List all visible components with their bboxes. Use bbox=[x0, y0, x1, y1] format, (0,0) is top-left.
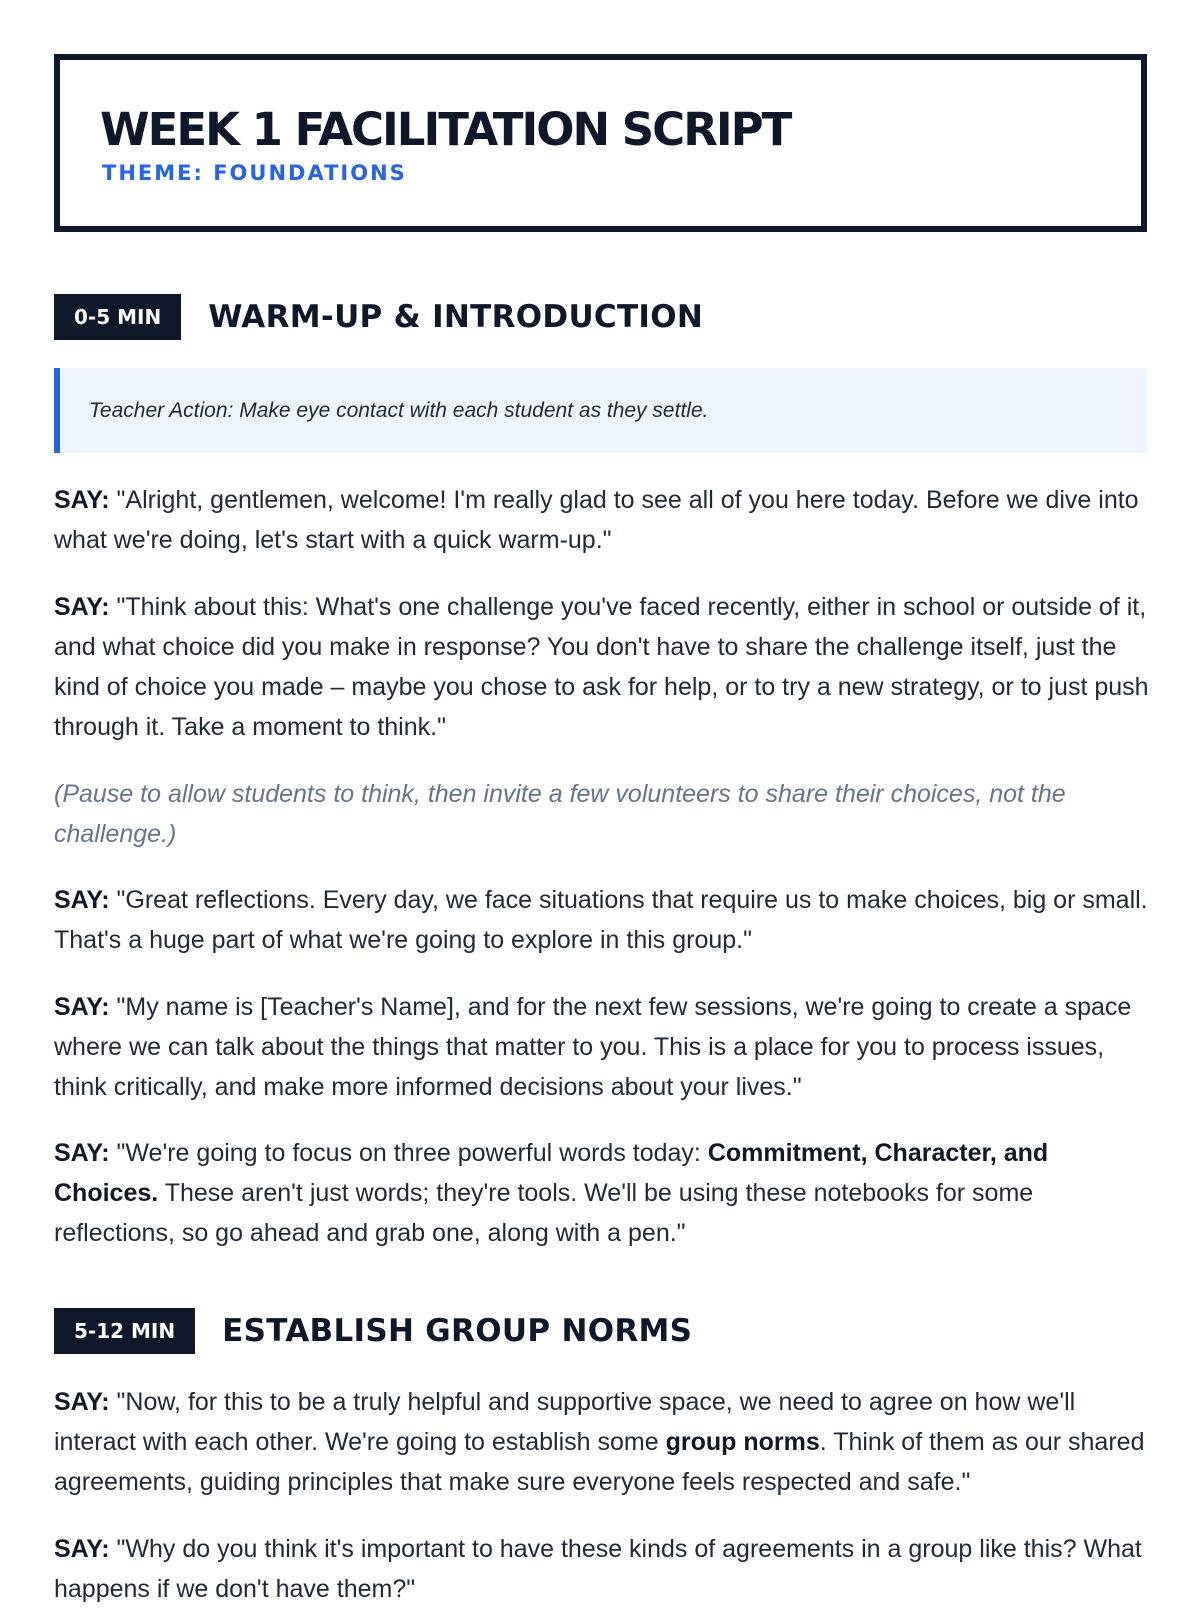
say-paragraph bbox=[54, 1529, 1149, 1609]
section-title: ESTABLISH GROUP NORMS bbox=[222, 1313, 693, 1349]
section-title: WARM-UP & INTRODUCTION bbox=[208, 299, 704, 335]
say-paragraph bbox=[54, 987, 1149, 1107]
say-text: "We're going to focus on three powerful words today: bbox=[109, 1139, 708, 1167]
document-title: WEEK 1 FACILITATION SCRIPT bbox=[100, 103, 791, 156]
title-box bbox=[54, 54, 1147, 232]
say-label: SAY: bbox=[54, 486, 110, 514]
time-badge: 0-5 MIN bbox=[54, 294, 181, 340]
say-paragraph bbox=[54, 587, 1149, 747]
say-paragraph bbox=[54, 480, 1149, 560]
say-label: SAY: bbox=[54, 1535, 110, 1563]
say-text: "Great reflections. Every day, we face situations that require us to make choices, big or small. That's a huge part of what we're going to explore in this group." bbox=[54, 886, 1148, 954]
time-badge: 5-12 MIN bbox=[54, 1308, 195, 1354]
key-words: Commitment, Character, and Choices. bbox=[54, 1139, 1049, 1207]
say-paragraph bbox=[54, 880, 1149, 960]
say-label: SAY: bbox=[54, 1139, 110, 1167]
say-label: SAY: bbox=[54, 886, 110, 914]
say-text-continued: These aren't just words; they're tools. We'll be using these notebooks for some reflections, so go ahead and grab one, along with a pen." bbox=[54, 1179, 1034, 1247]
say-text-continued: . Think of them as our shared agreements, guiding principles that make sure everyone feels respected and safe." bbox=[54, 1428, 1145, 1496]
say-text: "My name is [Teacher's Name], and for the next few sessions, we're going to create a space where we can talk about the things that matter to you. This is a place for you to process issues, think critically, and make more informed decisions about your lives." bbox=[54, 993, 1132, 1101]
say-paragraph bbox=[54, 1382, 1149, 1502]
key-term: group norms bbox=[665, 1428, 820, 1456]
say-paragraph bbox=[54, 1133, 1149, 1253]
section-header-group-norms bbox=[54, 1308, 692, 1354]
callout-text: Teacher Action: Make eye contact with each student as they settle. bbox=[89, 398, 709, 422]
say-label: SAY: bbox=[54, 1388, 110, 1416]
say-text: "Alright, gentlemen, welcome! I'm really glad to see all of you here today. Before we dive into what we're doing, let's start with a quick warm-up." bbox=[54, 486, 1139, 554]
say-label: SAY: bbox=[54, 593, 110, 621]
facilitator-note: (Pause to allow students to think, then invite a few volunteers to share their choices, not the challenge.) bbox=[54, 780, 1066, 848]
section-header-warm-up bbox=[54, 294, 703, 340]
say-text: "Why do you think it's important to have these kinds of agreements in a group like this? What happens if we don't have them?" bbox=[54, 1535, 1142, 1603]
document-theme: THEME: FOUNDATIONS bbox=[102, 161, 407, 185]
teacher-action-callout bbox=[54, 368, 1147, 453]
say-text: "Now, for this to be a truly helpful and supportive space, we need to agree on how we'll interact with each other. We're going to establish some bbox=[54, 1388, 1076, 1456]
say-text: "Think about this: What's one challenge you've faced recently, either in school or outside of it, and what choice did you make in response? You don't have to share the challenge itself, just the kind of choice you made – maybe you chose to ask for help, or to try a new strategy, or to just push through it. Take a moment to think." bbox=[54, 593, 1149, 741]
say-label: SAY: bbox=[54, 993, 110, 1021]
